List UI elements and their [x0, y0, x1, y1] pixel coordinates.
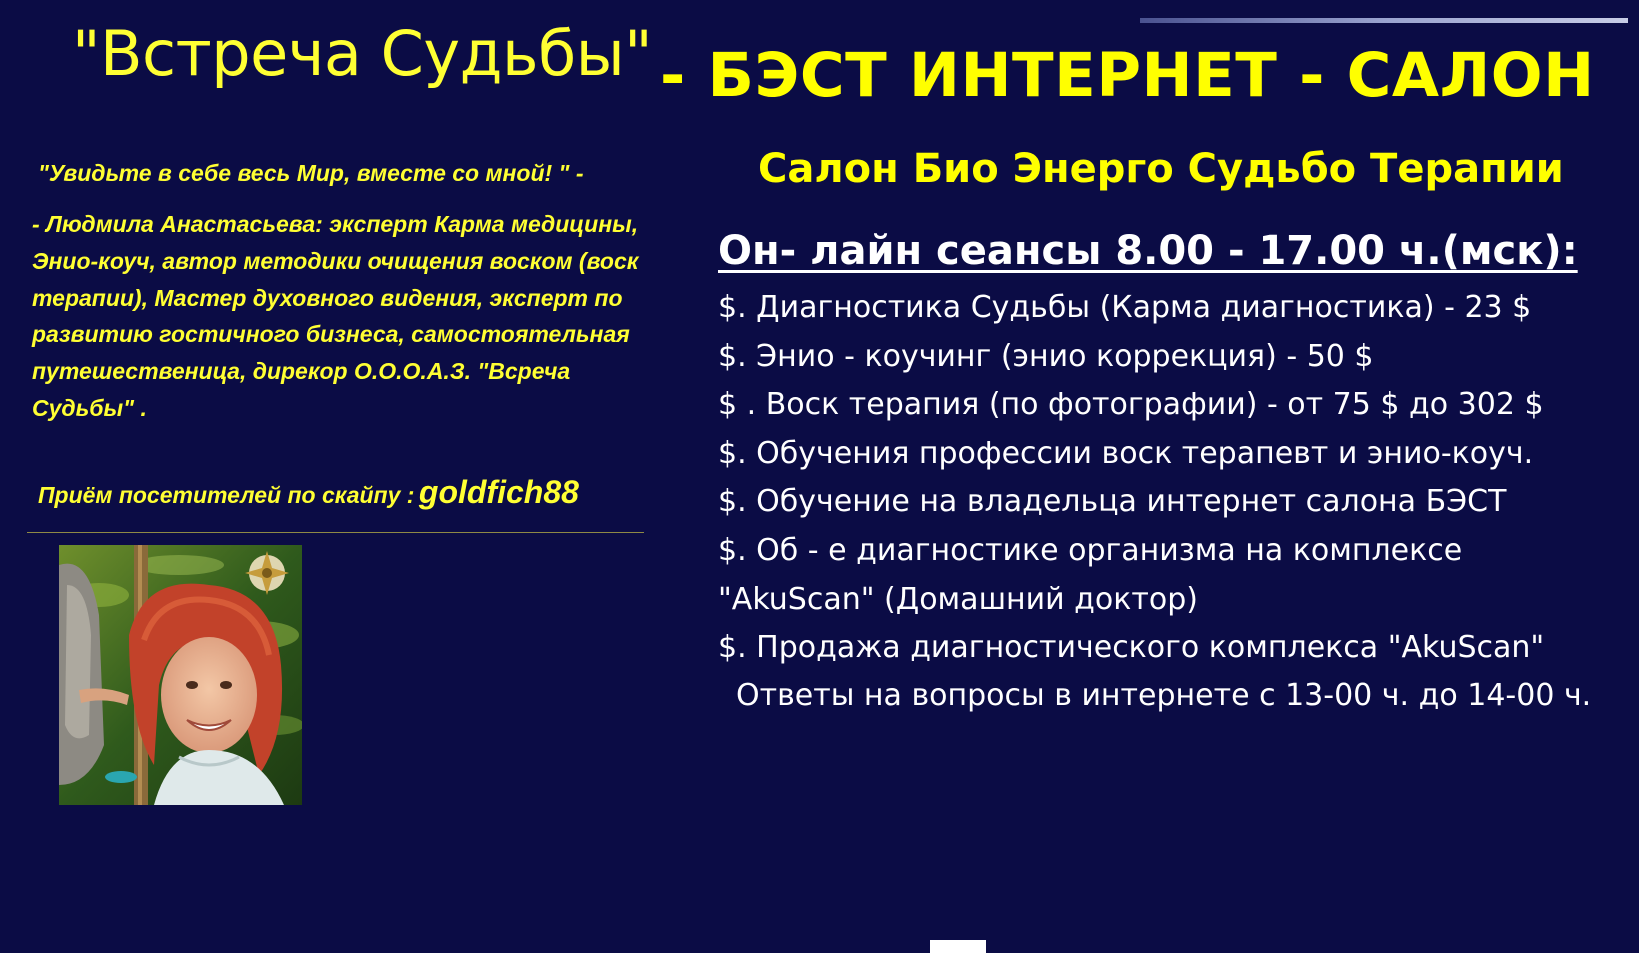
salon-name-title: "Встреча Судьбы"	[72, 17, 653, 90]
host-bio: - Людмила Анастасьева: эксперт Карма медицины, Энио-коуч, автор методики очищения воском (воск терапии), Мастер духовного видения, эксперт по развитию гостичного бизнеса, самостоятельная путешественица, дирекор О.О.О.А.З. "Всреча Судьбы" .	[32, 211, 639, 421]
salon-subtitle: Салон Био Энерго Судьбо Терапии	[758, 146, 1564, 192]
service-item: $. Об - е диагностике организма на комплексе "AkuScan" (Домашний доктор)	[718, 532, 1463, 617]
header-decor-stripe	[1140, 18, 1628, 23]
service-item: $. Обучение на владельца интернет салона БЭСТ	[718, 484, 1507, 520]
services-list	[718, 284, 1544, 673]
skype-id[interactable]: goldfich88	[418, 474, 579, 510]
online-sessions-heading: Он- лайн сеансы 8.00 - 17.00 ч.(мск):	[718, 228, 1578, 274]
scroll-handle[interactable]	[930, 940, 986, 953]
service-item: $. Диагностика Судьбы (Карма диагностика) - 23 $	[718, 290, 1532, 325]
motto-quote: "Увидьте в себе весь Мир, вместе со мной! " -	[38, 160, 584, 186]
service-item: $. Продажа диагностического комплекса "AkuScan"	[718, 630, 1545, 666]
skype-contact	[38, 472, 579, 515]
service-item: $. Обучения профессии воск терапевт и энио-коуч.	[718, 435, 1534, 471]
salon-type-title: - БЭСТ ИНТЕРНЕТ - САЛОН	[660, 40, 1595, 111]
qa-hours: Ответы на вопросы в интернете с 13-00 ч. до 14-00 ч.	[736, 678, 1592, 713]
host-portrait-photo	[59, 545, 302, 805]
service-item: $ . Воск терапия (по фотографии) - от 75 $ до 302 $	[718, 387, 1544, 423]
skype-label: Приём посетителей по скайпу :	[38, 482, 415, 508]
service-item: $. Энио - коучинг (энио коррекция) - 50 $	[718, 338, 1374, 374]
profile-divider	[27, 532, 644, 533]
